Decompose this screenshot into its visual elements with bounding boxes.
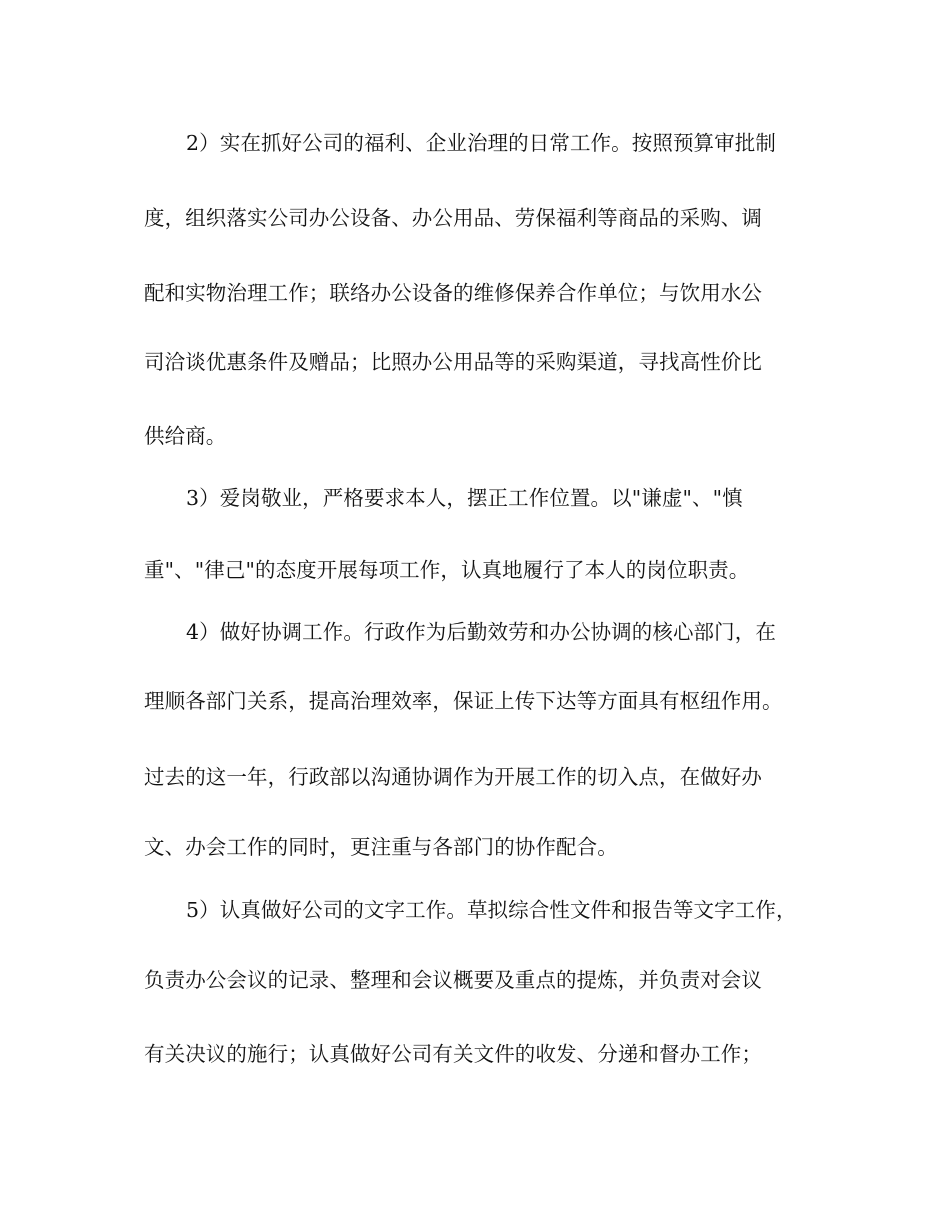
paragraph-line: 度，组织落实公司办公设备、办公用品、劳保福利等商品的采购、调: [144, 206, 762, 230]
paragraph-line: 重"、"律己"的态度开展每项工作，认真地履行了本人的岗位职责。: [144, 558, 750, 582]
paragraph-line: 4）做好协调工作。行政作为后勤效劳和办公协调的核心部门，在: [186, 620, 776, 644]
paragraph-line: 5）认真做好公司的文字工作。草拟综合性文件和报告等文字工作，: [186, 898, 797, 922]
paragraph-line: 供给商。: [144, 424, 227, 448]
paragraph-line: 过去的这一年，行政部以沟通协调作为开展工作的切入点，在做好办: [144, 765, 762, 789]
paragraph-line: 配和实物治理工作；联络办公设备的维修保养合作单位；与饮用水公: [144, 281, 762, 305]
paragraph-line: 文、办会工作的同时，更注重与各部门的协作配合。: [144, 835, 618, 859]
paragraph-line: 司洽谈优惠条件及赠品；比照办公用品等的采购渠道，寻找高性价比: [144, 350, 762, 374]
paragraph-line: 3）爱岗敬业，严格要求本人，摆正工作位置。以"谦虚"、"慎: [186, 486, 743, 510]
paragraph-line: 有关决议的施行；认真做好公司有关文件的收发、分递和督办工作；: [144, 1042, 762, 1066]
paragraph-line: 理顺各部门关系，提高治理效率，保证上传下达等方面具有枢纽作用。: [144, 689, 783, 713]
paragraph-line: 2）实在抓好公司的福利、企业治理的日常工作。按照预算审批制: [186, 131, 776, 155]
paragraph-line: 负责办公会议的记录、整理和会议概要及重点的提炼，并负责对会议: [144, 968, 762, 992]
